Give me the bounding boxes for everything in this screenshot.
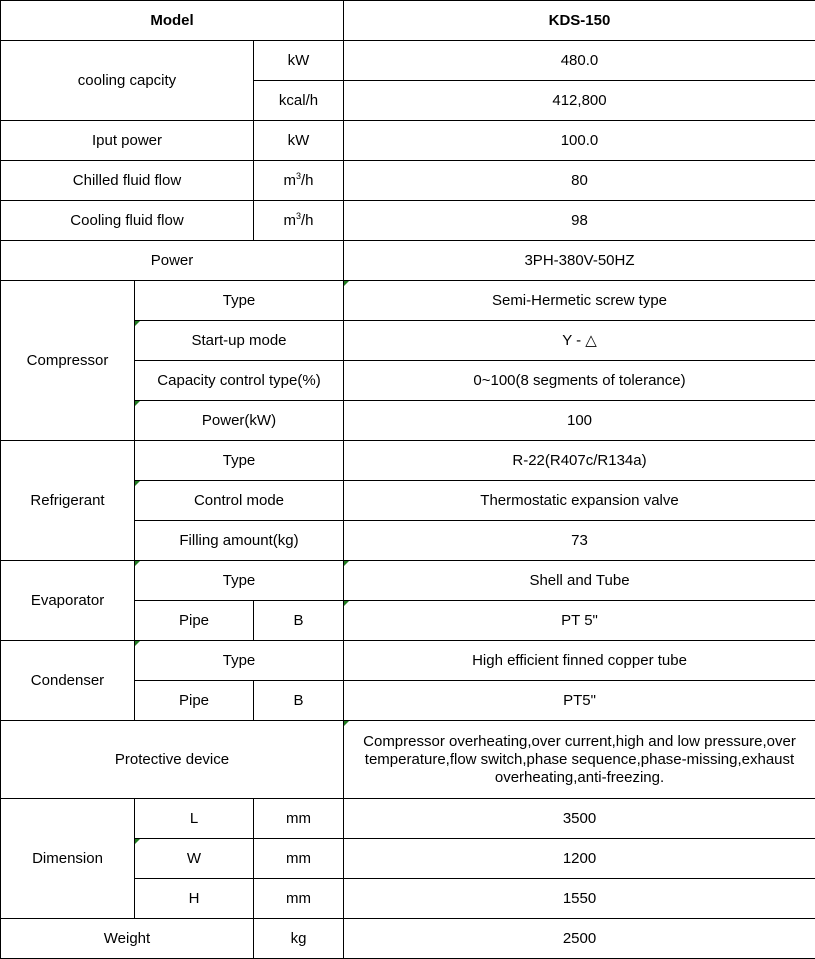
power-label: Power xyxy=(1,241,344,281)
compressor-capacity-value: 0~100(8 segments of tolerance) xyxy=(344,361,815,401)
unit-base: m xyxy=(283,212,296,229)
table-row xyxy=(1,281,815,321)
table-row xyxy=(1,799,815,839)
cooling-flow-value: 98 xyxy=(344,201,815,241)
evaporator-label: Evaporator xyxy=(1,561,135,641)
dimension-w-value: 1200 xyxy=(344,839,815,879)
cooling-capacity-kw-value: 480.0 xyxy=(344,41,815,81)
refrigerant-control-label: Control mode xyxy=(135,481,344,521)
weight-value: 2500 xyxy=(344,919,815,959)
dimension-w-label: W xyxy=(135,839,254,879)
dimension-label: Dimension xyxy=(1,799,135,919)
unit-superscript: 3 xyxy=(296,211,301,221)
dimension-h-label: H xyxy=(135,879,254,919)
condenser-type-value: High efficient finned copper tube xyxy=(344,641,815,681)
dimension-w-unit: mm xyxy=(254,839,344,879)
cooling-capacity-label: cooling capcity xyxy=(1,41,254,121)
compressor-power-value: 100 xyxy=(344,401,815,441)
dimension-h-unit: mm xyxy=(254,879,344,919)
compressor-capacity-label: Capacity control type(%) xyxy=(135,361,344,401)
condenser-pipe-unit: B xyxy=(254,681,344,721)
refrigerant-type-value: R-22(R407c/R134a) xyxy=(344,441,815,481)
weight-unit: kg xyxy=(254,919,344,959)
chilled-flow-label: Chilled fluid flow xyxy=(1,161,254,201)
table-row xyxy=(1,1,815,41)
unit-tail: /h xyxy=(301,212,314,229)
table-row xyxy=(1,561,815,601)
condenser-pipe-label: Pipe xyxy=(135,681,254,721)
evaporator-pipe-value: PT 5" xyxy=(344,601,815,641)
table-row xyxy=(1,161,815,201)
evaporator-pipe-label: Pipe xyxy=(135,601,254,641)
protective-value: Compressor overheating,over current,high and low pressure,over temperature,flow switch,phase sequence,phase-missing,exhaust overheating,anti-freezing. xyxy=(344,721,815,799)
compressor-power-label: Power(kW) xyxy=(135,401,344,441)
chilled-flow-unit xyxy=(254,161,344,201)
unit-tail: /h xyxy=(301,172,314,189)
compressor-type-label: Type xyxy=(135,281,344,321)
power-value: 3PH-380V-50HZ xyxy=(344,241,815,281)
dimension-l-label: L xyxy=(135,799,254,839)
evaporator-pipe-unit: B xyxy=(254,601,344,641)
evaporator-type-label: Type xyxy=(135,561,344,601)
table-row xyxy=(1,441,815,481)
cooling-capacity-kcal-unit: kcal/h xyxy=(254,81,344,121)
refrigerant-filling-value: 73 xyxy=(344,521,815,561)
refrigerant-control-value: Thermostatic expansion valve xyxy=(344,481,815,521)
chilled-flow-value: 80 xyxy=(344,161,815,201)
condenser-label: Condenser xyxy=(1,641,135,721)
table-row xyxy=(1,721,815,799)
startup-text: Y - xyxy=(562,332,585,349)
cooling-capacity-kw-unit: kW xyxy=(254,41,344,81)
model-label: Model xyxy=(1,1,344,41)
delta-icon: △ xyxy=(585,332,597,349)
protective-label: Protective device xyxy=(1,721,344,799)
unit-superscript: 3 xyxy=(296,171,301,181)
compressor-startup-label: Start-up mode xyxy=(135,321,344,361)
condenser-pipe-value: PT5" xyxy=(344,681,815,721)
cooling-flow-label: Cooling fluid flow xyxy=(1,201,254,241)
condenser-type-label: Type xyxy=(135,641,344,681)
table-row xyxy=(1,41,815,81)
table-row xyxy=(1,241,815,281)
cooling-capacity-kcal-value: 412,800 xyxy=(344,81,815,121)
cooling-flow-unit xyxy=(254,201,344,241)
input-power-unit: kW xyxy=(254,121,344,161)
compressor-type-value: Semi-Hermetic screw type xyxy=(344,281,815,321)
table-row xyxy=(1,641,815,681)
input-power-value: 100.0 xyxy=(344,121,815,161)
model-value: KDS-150 xyxy=(344,1,815,41)
table-row xyxy=(1,121,815,161)
table-row xyxy=(1,201,815,241)
weight-label: Weight xyxy=(1,919,254,959)
refrigerant-label: Refrigerant xyxy=(1,441,135,561)
evaporator-type-value: Shell and Tube xyxy=(344,561,815,601)
compressor-startup-value xyxy=(344,321,815,361)
dimension-l-unit: mm xyxy=(254,799,344,839)
table-row xyxy=(1,919,815,959)
compressor-label: Compressor xyxy=(1,281,135,441)
input-power-label: Iput power xyxy=(1,121,254,161)
dimension-l-value: 3500 xyxy=(344,799,815,839)
unit-base: m xyxy=(283,172,296,189)
refrigerant-filling-label: Filling amount(kg) xyxy=(135,521,344,561)
refrigerant-type-label: Type xyxy=(135,441,344,481)
dimension-h-value: 1550 xyxy=(344,879,815,919)
